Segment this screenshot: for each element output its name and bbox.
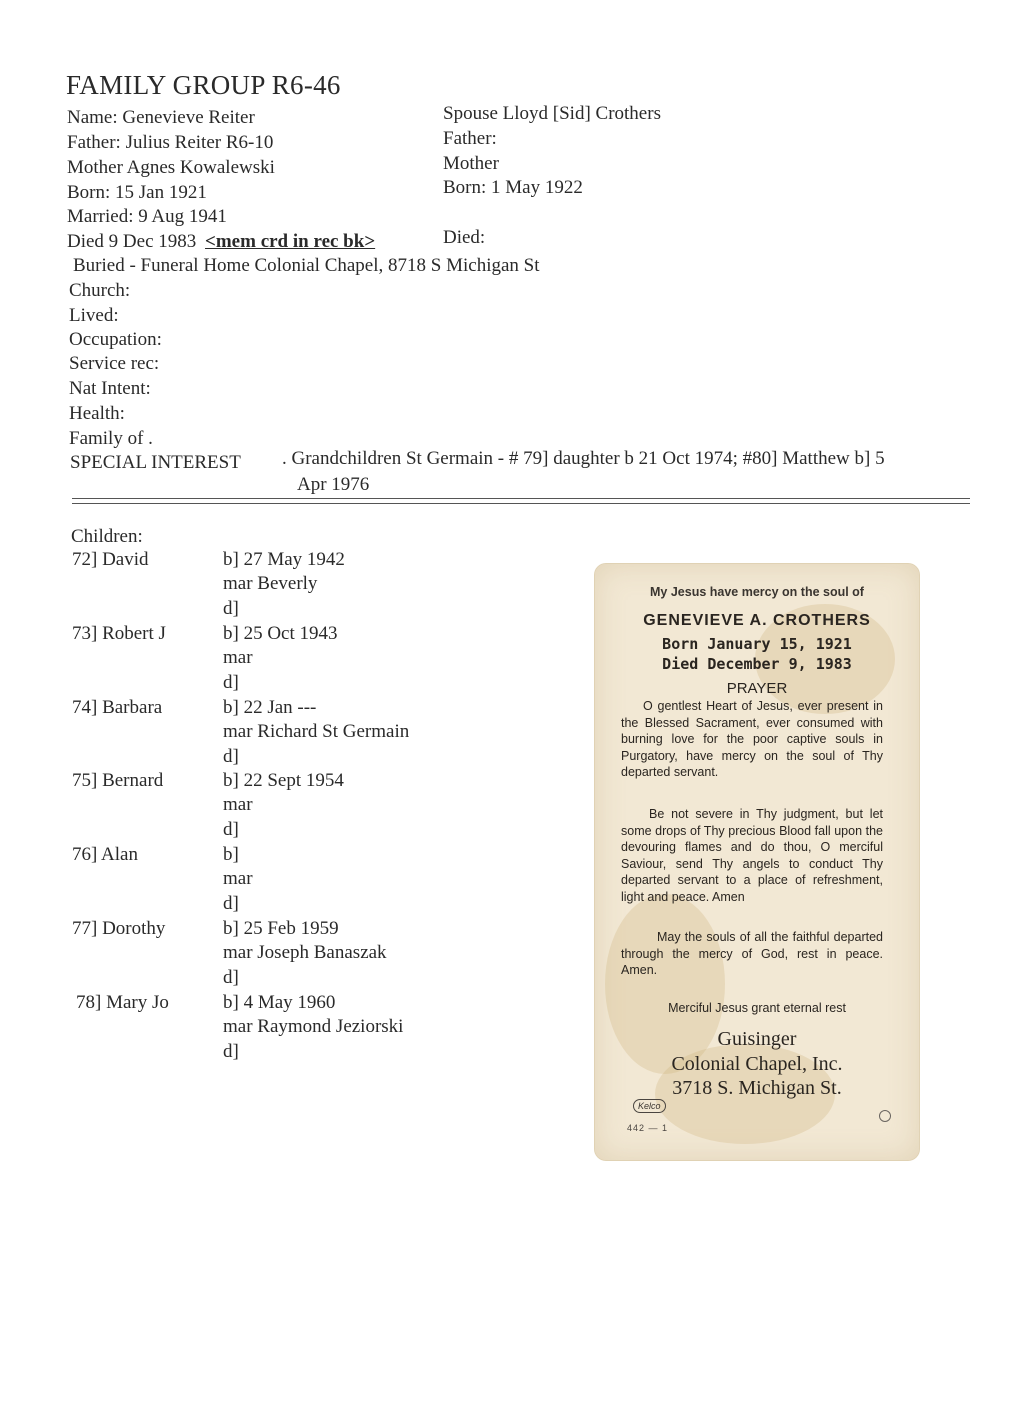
card-printer-mark: Kelco — [633, 1099, 666, 1113]
special-interest-label: SPECIAL INTEREST — [70, 452, 241, 473]
buried-field: Buried - Funeral Home Colonial Chapel, 8718 S Michigan St — [73, 255, 540, 276]
born-field: Born: 15 Jan 1921 — [67, 182, 207, 203]
child-married: mar Beverly — [223, 573, 318, 594]
child-died: d] — [223, 746, 239, 767]
spouse-field: Spouse Lloyd [Sid] Crothers — [443, 103, 661, 124]
special-interest-line2: Apr 1976 — [297, 474, 370, 495]
card-code: 442 — 1 — [627, 1123, 669, 1133]
memorial-card — [594, 563, 920, 1161]
service-field: Service rec: — [69, 353, 160, 374]
child-name: 77] Dorothy — [72, 918, 166, 939]
child-died: d] — [223, 893, 239, 914]
child-born: b] 22 Sept 1954 — [223, 770, 344, 791]
nat-intent-field: Nat Intent: — [69, 378, 151, 399]
child-name: 72] David — [72, 549, 149, 570]
card-funeral-home-2: Colonial Chapel, Inc. — [671, 1053, 843, 1075]
child-died: d] — [223, 819, 239, 840]
memorial-card-note: <mem crd in rec bk> — [205, 231, 376, 252]
child-name: 73] Robert J — [72, 623, 166, 644]
page-title: FAMILY GROUP R6-46 — [66, 70, 341, 100]
child-married: mar Richard St Germain — [223, 721, 410, 742]
card-prayer-paragraph: O gentlest Heart of Jesus, ever present in the Blessed Sacrament, ever consumed with burning love for the poor captive souls in Purgatory, have mercy on the soul of Thy departed servant. — [621, 699, 883, 779]
health-field: Health: — [69, 403, 125, 424]
card-funeral-home-1: Guisinger — [717, 1028, 797, 1050]
card-rest-line: Merciful Jesus grant eternal rest — [668, 1001, 846, 1015]
child-name: 75] Bernard — [72, 770, 164, 791]
child-name: 74] Barbara — [72, 697, 163, 718]
card-born: Born January 15, 1921 — [662, 635, 852, 653]
child-died: d] — [223, 967, 239, 988]
family-of-field: Family of . — [69, 428, 153, 449]
child-married: mar Joseph Banaszak — [223, 942, 387, 963]
child-died: d] — [223, 598, 239, 619]
child-born: b] 27 May 1942 — [223, 549, 345, 570]
spouse-mother-field: Mother — [443, 153, 499, 174]
child-born: b] 4 May 1960 — [223, 992, 336, 1013]
child-married: mar — [223, 868, 253, 889]
card-prayer-paragraph: May the souls of all the faithful departed through the mercy of God, rest in peace. Amen. — [621, 930, 883, 977]
child-died: d] — [223, 672, 239, 693]
died-date: Died 9 Dec 1983 — [67, 231, 197, 252]
spouse-died-field: Died: — [443, 227, 486, 248]
church-field: Church: — [69, 280, 131, 301]
child-name: 76] Alan — [72, 844, 138, 865]
child-born: b] — [223, 844, 239, 865]
card-header: My Jesus have mercy on the soul of — [650, 585, 864, 599]
card-prayer-title: PRAYER — [726, 680, 788, 697]
card-funeral-home-3: 3718 S. Michigan St. — [672, 1077, 842, 1099]
father-field: Father: Julius Reiter R6-10 — [67, 132, 274, 153]
married-field: Married: 9 Aug 1941 — [67, 206, 227, 227]
child-born: b] 22 Jan --- — [223, 697, 317, 718]
died-field — [67, 230, 375, 254]
child-born: b] 25 Feb 1959 — [223, 918, 339, 939]
separator-rule-bottom — [72, 503, 970, 504]
spouse-born-field: Born: 1 May 1922 — [443, 177, 583, 198]
union-bug-icon — [879, 1110, 891, 1122]
child-married: mar Raymond Jeziorski — [223, 1016, 404, 1037]
mother-field: Mother Agnes Kowalewski — [67, 157, 275, 178]
spouse-father-field: Father: — [443, 128, 497, 149]
child-married: mar — [223, 647, 253, 668]
lived-field: Lived: — [69, 305, 119, 326]
child-born: b] 25 Oct 1943 — [223, 623, 338, 644]
child-married: mar — [223, 794, 253, 815]
children-label: Children: — [71, 526, 143, 547]
name-field: Name: Genevieve Reiter — [67, 107, 255, 128]
card-deceased-name: GENEVIEVE A. CROTHERS — [643, 612, 871, 629]
special-interest-line1: . Grandchildren St Germain - # 79] daughter b 21 Oct 1974; #80] Matthew b] 5 — [282, 448, 885, 469]
separator-rule-top — [72, 498, 970, 499]
card-prayer-paragraph: Be not severe in Thy judgment, but let some drops of Thy precious Blood fall upon the devouring flames and do thou, O merciful Saviour, send Thy angels to conduct Thy departed servant to a place of refreshment, light and peace. Amen — [621, 807, 883, 904]
occupation-field: Occupation: — [69, 329, 162, 350]
child-name: 78] Mary Jo — [76, 992, 169, 1013]
card-died: Died December 9, 1983 — [662, 655, 852, 673]
child-died: d] — [223, 1041, 239, 1062]
